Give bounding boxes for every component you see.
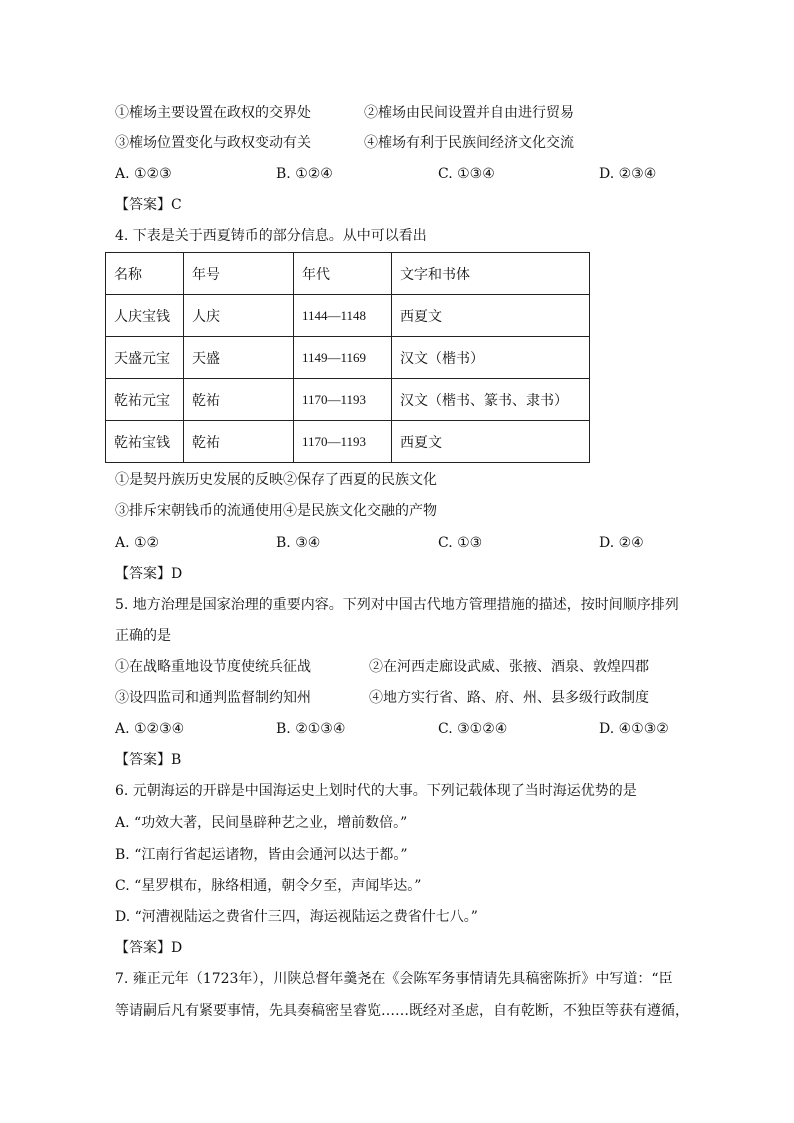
q5-stem-line2: 正确的是 <box>115 628 171 644</box>
table-cell: 人庆 <box>184 295 294 337</box>
table-cell: 汉文（楷书） <box>392 337 590 379</box>
table-cell: 1170—1193 <box>294 379 392 421</box>
table-cell: 汉文（楷书、篆书、隶书） <box>392 379 590 421</box>
q6-stem: 6. 元朝海运的开辟是中国海运史上划时代的大事。下列记载体现了当时海运优势的是 <box>115 783 637 799</box>
table-row <box>106 295 590 337</box>
table-row <box>106 421 590 463</box>
q3-statement-1: ①榷场主要设置在政权的交界处 <box>115 105 311 121</box>
q5-statement-1: ①在战略重地设节度使统兵征战 <box>115 659 311 675</box>
q6-option-a: A. “功效大著，民间垦辟种艺之业，增前数倍。” <box>115 815 408 831</box>
coin-table <box>105 252 590 463</box>
q7-stem-line1: 7. 雍正元年（1723年），川陕总督年羹尧在《会陈军务事情请先具稿密陈折》中写道：“臣 <box>115 971 673 987</box>
q3-statement-2: ②榷场由民间设置并自由进行贸易 <box>364 105 574 121</box>
q5-statement-2: ②在河西走廊设武威、张掖、酒泉、敦煌四郡 <box>369 659 649 675</box>
table-header-cell: 文字和书体 <box>392 253 590 295</box>
q3-option-a: A. ①②③ <box>115 166 172 182</box>
table-cell: 乾祐元宝 <box>106 379 184 421</box>
q6-answer: 【答案】D <box>115 940 183 956</box>
q4-option-b: B. ③④ <box>276 535 321 551</box>
q4-option-a: A. ①② <box>115 535 160 551</box>
q5-stem-line1: 5. 地方治理是国家治理的重要内容。下列对中国古代地方管理措施的描述，按时间顺序排列 <box>115 597 679 613</box>
q5-statement-3: ③设四监司和通判监督制约知州 <box>115 690 311 706</box>
q3-answer: 【答案】C <box>115 197 182 213</box>
q5-answer: 【答案】B <box>115 752 182 768</box>
q4-stem: 4. 下表是关于西夏铸币的部分信息。从中可以看出 <box>115 228 427 244</box>
q3-option-d: D. ②③④ <box>599 166 657 182</box>
q5-statement-4: ④地方实行省、路、府、州、县多级行政制度 <box>369 690 649 706</box>
table-cell: 1149—1169 <box>294 337 392 379</box>
table-cell: 乾祐 <box>184 421 294 463</box>
table-cell: 1170—1193 <box>294 421 392 463</box>
table-cell: 西夏文 <box>392 421 590 463</box>
q6-option-d: D. “河漕视陆运之费省什三四，海运视陆运之费省什七八。” <box>115 909 478 925</box>
q4-option-d: D. ②④ <box>599 535 644 551</box>
table-cell: 乾祐宝钱 <box>106 421 184 463</box>
q3-option-b: B. ①②④ <box>276 166 333 182</box>
table-header-cell: 年号 <box>184 253 294 295</box>
q3-statement-4: ④榷场有利于民族间经济文化交流 <box>364 135 574 151</box>
q6-option-b: B. “江南行省起运诸物，皆由会通河以达于都。” <box>115 847 408 863</box>
q6-option-c: C. “星罗棋布，脉络相通，朝令夕至，声闻毕达。” <box>115 878 422 894</box>
table-cell: 西夏文 <box>392 295 590 337</box>
table-cell: 1144—1148 <box>294 295 392 337</box>
q4-option-c: C. ①③ <box>438 535 483 551</box>
table-cell: 乾祐 <box>184 379 294 421</box>
q4-answer: 【答案】D <box>115 566 183 582</box>
table-row <box>106 379 590 421</box>
q5-option-d: D. ④①③② <box>599 721 669 737</box>
q7-stem-line2: 等请嗣后凡有紧要事情，先具奏稿密呈睿览……既经对圣虑，自有乾断，不独臣等获有遵循， <box>115 1003 689 1019</box>
table-header-cell: 名称 <box>106 253 184 295</box>
table-header-cell: 年代 <box>294 253 392 295</box>
q4-statements-34: ③排斥宋朝钱币的流通使用④是民族文化交融的产物 <box>115 503 437 519</box>
table-cell: 天盛 <box>184 337 294 379</box>
q3-statement-3: ③榷场位置变化与政权变动有关 <box>115 135 311 151</box>
table-cell: 天盛元宝 <box>106 337 184 379</box>
q5-option-b: B. ②①③④ <box>276 721 346 737</box>
q5-option-a: A. ①②③④ <box>115 721 185 737</box>
table-row <box>106 337 590 379</box>
q3-option-c: C. ①③④ <box>438 166 495 182</box>
q5-option-c: C. ③①②④ <box>438 721 508 737</box>
table-header-row <box>106 253 590 295</box>
q4-statements-12: ①是契丹族历史发展的反映②保存了西夏的民族文化 <box>115 472 437 488</box>
table-cell: 人庆宝钱 <box>106 295 184 337</box>
